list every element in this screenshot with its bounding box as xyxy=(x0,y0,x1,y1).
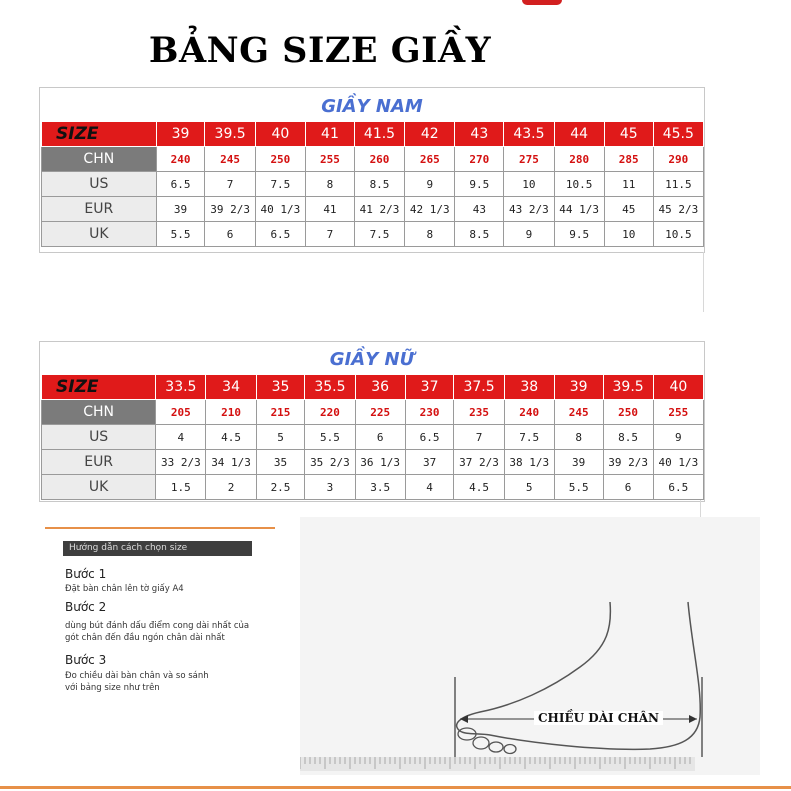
row-label: UK xyxy=(42,475,156,500)
table-cell: 6.5 xyxy=(653,475,703,500)
table-cell: 245 xyxy=(205,147,255,172)
table-cell: 215 xyxy=(256,400,305,425)
row-label: CHN xyxy=(42,147,157,172)
toe-shape xyxy=(489,742,503,752)
table-cell: 210 xyxy=(206,400,256,425)
size-cell: 35.5 xyxy=(305,375,355,400)
table-cell: 255 xyxy=(306,147,355,172)
table-cell: 44 1/3 xyxy=(554,197,604,222)
size-cell: 41.5 xyxy=(354,122,404,147)
size-cell: 40 xyxy=(653,375,703,400)
table-row-uk xyxy=(42,475,704,500)
table-row-uk xyxy=(42,222,704,247)
table-cell: 39 xyxy=(554,450,603,475)
men-size-table xyxy=(41,121,704,247)
table-cell: 7 xyxy=(205,172,255,197)
row-label: CHN xyxy=(42,400,156,425)
size-row xyxy=(42,122,704,147)
row-label: UK xyxy=(42,222,157,247)
table-cell: 7 xyxy=(454,425,504,450)
table-cell: 205 xyxy=(156,400,206,425)
table-cell: 235 xyxy=(454,400,504,425)
arrow-left-icon xyxy=(460,715,468,723)
size-cell: 43.5 xyxy=(504,122,554,147)
table-cell: 275 xyxy=(504,147,554,172)
table-cell: 40 1/3 xyxy=(255,197,305,222)
table-cell: 220 xyxy=(305,400,355,425)
foot-outline xyxy=(457,602,701,749)
size-cell: 42 xyxy=(405,122,455,147)
step3-title: Bước 3 xyxy=(65,653,107,667)
step3-desc-line2: với bảng size như trên xyxy=(65,683,160,693)
table-cell: 1.5 xyxy=(156,475,206,500)
size-cell: 41 xyxy=(306,122,355,147)
size-row xyxy=(42,375,704,400)
table-cell: 5.5 xyxy=(156,222,205,247)
size-row-label: SIZE xyxy=(42,375,156,400)
divider-line xyxy=(700,500,701,518)
table-cell: 4 xyxy=(405,475,454,500)
table-cell: 8 xyxy=(306,172,355,197)
table-cell: 270 xyxy=(455,147,504,172)
table-cell: 290 xyxy=(653,147,703,172)
foot-length-label: CHIỀU DÀI CHÂN xyxy=(534,711,663,725)
table-row-eur xyxy=(42,197,704,222)
step2-title: Bước 2 xyxy=(65,600,107,614)
size-cell: 40 xyxy=(255,122,305,147)
row-label: EUR xyxy=(42,450,156,475)
table-cell: 10.5 xyxy=(554,172,604,197)
table-row-us xyxy=(42,172,704,197)
table-cell: 5.5 xyxy=(305,425,355,450)
size-cell: 43 xyxy=(455,122,504,147)
women-table-heading: GIẦY NỮ xyxy=(329,349,415,370)
table-cell: 250 xyxy=(603,400,653,425)
table-cell: 240 xyxy=(504,400,554,425)
table-cell: 2 xyxy=(206,475,256,500)
table-cell: 38 1/3 xyxy=(504,450,554,475)
table-cell: 3 xyxy=(305,475,355,500)
size-cell: 39.5 xyxy=(205,122,255,147)
women-size-table-panel xyxy=(39,341,705,502)
men-table-heading: GIẦY NAM xyxy=(321,96,423,117)
table-cell: 255 xyxy=(653,400,703,425)
foot-measure-illustration xyxy=(300,517,760,775)
table-cell: 33 2/3 xyxy=(156,450,206,475)
table-cell: 265 xyxy=(405,147,455,172)
size-cell: 38 xyxy=(504,375,554,400)
foot-drawing xyxy=(300,517,760,775)
size-guide-panel xyxy=(45,527,275,705)
size-cell: 33.5 xyxy=(156,375,206,400)
step2-desc-line1: dùng bút đánh dấu điểm cong dài nhất của xyxy=(65,621,250,631)
table-cell: 6 xyxy=(355,425,405,450)
table-cell: 8 xyxy=(554,425,603,450)
table-cell: 5.5 xyxy=(554,475,603,500)
row-label: US xyxy=(42,425,156,450)
table-cell: 35 2/3 xyxy=(305,450,355,475)
table-cell: 11.5 xyxy=(653,172,703,197)
table-cell: 10 xyxy=(604,222,653,247)
table-cell: 9 xyxy=(405,172,455,197)
table-cell: 8.5 xyxy=(603,425,653,450)
table-cell: 8 xyxy=(405,222,455,247)
guide-top-line xyxy=(45,527,275,529)
size-row-label: SIZE xyxy=(42,122,157,147)
table-row-eur xyxy=(42,450,704,475)
size-cell: 39.5 xyxy=(603,375,653,400)
table-cell: 4.5 xyxy=(206,425,256,450)
table-cell: 5 xyxy=(504,475,554,500)
table-cell: 6 xyxy=(205,222,255,247)
table-cell: 39 xyxy=(156,197,205,222)
table-cell: 280 xyxy=(554,147,604,172)
table-cell: 45 xyxy=(604,197,653,222)
table-cell: 11 xyxy=(604,172,653,197)
table-cell: 225 xyxy=(355,400,405,425)
table-cell: 45 2/3 xyxy=(653,197,703,222)
arrow-right-icon xyxy=(689,715,697,723)
table-cell: 6.5 xyxy=(255,222,305,247)
table-cell: 42 1/3 xyxy=(405,197,455,222)
divider-line xyxy=(703,252,704,312)
table-cell: 240 xyxy=(156,147,205,172)
table-cell: 250 xyxy=(255,147,305,172)
table-cell: 37 2/3 xyxy=(454,450,504,475)
size-cell: 39 xyxy=(156,122,205,147)
toe-shape xyxy=(473,737,489,749)
table-row-chn xyxy=(42,147,704,172)
table-cell: 6.5 xyxy=(405,425,454,450)
step3-desc-line1: Đo chiều dài bàn chân và so sánh xyxy=(65,671,209,681)
table-cell: 10.5 xyxy=(653,222,703,247)
table-cell: 43 2/3 xyxy=(504,197,554,222)
table-cell: 6.5 xyxy=(156,172,205,197)
table-cell: 9.5 xyxy=(554,222,604,247)
table-cell: 7.5 xyxy=(255,172,305,197)
toe-shape xyxy=(504,745,516,754)
size-cell: 39 xyxy=(554,375,603,400)
table-cell: 245 xyxy=(554,400,603,425)
table-row-us xyxy=(42,425,704,450)
table-cell: 3.5 xyxy=(355,475,405,500)
top-accent-decoration xyxy=(522,0,562,5)
table-cell: 36 1/3 xyxy=(355,450,405,475)
page-title: BẢNG SIZE GIẦY xyxy=(148,30,492,71)
table-cell: 7 xyxy=(306,222,355,247)
table-cell: 2.5 xyxy=(256,475,305,500)
table-cell: 7.5 xyxy=(504,425,554,450)
table-cell: 8.5 xyxy=(455,222,504,247)
table-cell: 40 1/3 xyxy=(653,450,703,475)
step1-desc: Đặt bàn chân lên tờ giấy A4 xyxy=(65,584,184,594)
size-cell: 44 xyxy=(554,122,604,147)
size-cell: 35 xyxy=(256,375,305,400)
table-cell: 35 xyxy=(256,450,305,475)
table-row-chn xyxy=(42,400,704,425)
size-cell: 37 xyxy=(405,375,454,400)
table-cell: 4 xyxy=(156,425,206,450)
table-cell: 39 2/3 xyxy=(603,450,653,475)
table-cell: 41 2/3 xyxy=(354,197,404,222)
row-label: EUR xyxy=(42,197,157,222)
table-cell: 9 xyxy=(504,222,554,247)
table-cell: 37 xyxy=(405,450,454,475)
size-cell: 45 xyxy=(604,122,653,147)
men-size-table-panel xyxy=(39,87,705,253)
table-cell: 9.5 xyxy=(455,172,504,197)
size-cell: 36 xyxy=(355,375,405,400)
step2-desc-line2: gót chân đến đầu ngón chân dài nhất xyxy=(65,633,225,643)
table-cell: 5 xyxy=(256,425,305,450)
step1-title: Bước 1 xyxy=(65,567,107,581)
table-cell: 4.5 xyxy=(454,475,504,500)
table-cell: 6 xyxy=(603,475,653,500)
table-cell: 260 xyxy=(354,147,404,172)
table-cell: 41 xyxy=(306,197,355,222)
table-cell: 39 2/3 xyxy=(205,197,255,222)
table-cell: 8.5 xyxy=(354,172,404,197)
size-cell: 45.5 xyxy=(653,122,703,147)
table-cell: 9 xyxy=(653,425,703,450)
table-cell: 34 1/3 xyxy=(206,450,256,475)
table-cell: 10 xyxy=(504,172,554,197)
women-size-table xyxy=(41,374,704,500)
guide-header: Hướng dẫn cách chọn size xyxy=(63,541,252,556)
ruler xyxy=(300,757,695,771)
table-cell: 43 xyxy=(455,197,504,222)
bottom-accent-line xyxy=(0,786,791,789)
row-label: US xyxy=(42,172,157,197)
size-cell: 34 xyxy=(206,375,256,400)
table-cell: 230 xyxy=(405,400,454,425)
table-cell: 7.5 xyxy=(354,222,404,247)
size-cell: 37.5 xyxy=(454,375,504,400)
table-cell: 285 xyxy=(604,147,653,172)
